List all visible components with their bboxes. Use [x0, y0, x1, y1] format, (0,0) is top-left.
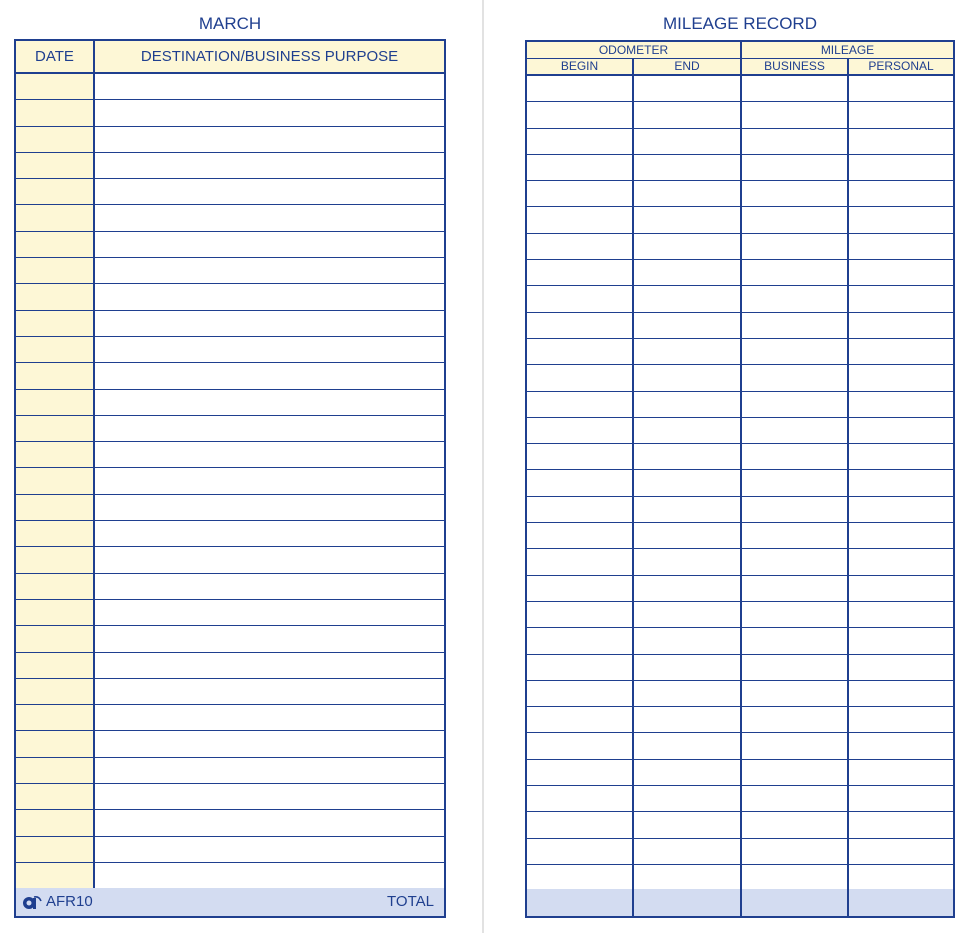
- log-entry-row[interactable]: [16, 337, 444, 363]
- destination-log-footer: [16, 888, 444, 916]
- destination-log-table: [14, 39, 446, 918]
- log-entry-row[interactable]: [16, 100, 444, 126]
- log-entry-row[interactable]: [16, 731, 444, 757]
- mileage-header: MILEAGE: [742, 42, 953, 58]
- log-entry-row[interactable]: [16, 784, 444, 810]
- log-entry-row[interactable]: [16, 284, 444, 310]
- log-entry-row[interactable]: [16, 205, 444, 231]
- log-entry-row[interactable]: [16, 547, 444, 573]
- log-entry-row[interactable]: [16, 468, 444, 494]
- log-entry-row[interactable]: [16, 810, 444, 836]
- log-entry-row[interactable]: [16, 574, 444, 600]
- log-entry-row[interactable]: [16, 232, 444, 258]
- group-column-divider: [740, 42, 742, 916]
- page-divider: [482, 0, 484, 933]
- business-header: BUSINESS: [742, 59, 847, 74]
- odometer-column-divider: [632, 59, 634, 916]
- log-entry-row[interactable]: [16, 127, 444, 153]
- log-entry-row[interactable]: [16, 363, 444, 389]
- log-entry-row[interactable]: [16, 74, 444, 100]
- log-entry-row[interactable]: [16, 653, 444, 679]
- log-entry-row[interactable]: [16, 679, 444, 705]
- date-column-divider: [93, 41, 95, 889]
- at-a-glance-logo-icon: [20, 894, 42, 910]
- begin-header: BEGIN: [527, 59, 632, 74]
- product-code: AFR10: [46, 893, 93, 910]
- log-entry-row[interactable]: [16, 390, 444, 416]
- log-entry-row[interactable]: [16, 179, 444, 205]
- log-entry-row[interactable]: [16, 442, 444, 468]
- month-title: MARCH: [198, 14, 262, 33]
- log-entry-row[interactable]: [16, 600, 444, 626]
- log-entry-row[interactable]: [16, 626, 444, 652]
- log-entry-row[interactable]: [16, 837, 444, 863]
- personal-header: PERSONAL: [849, 59, 953, 74]
- log-entry-row[interactable]: [16, 521, 444, 547]
- mileage-record-table: [525, 40, 955, 918]
- log-entry-row[interactable]: [16, 863, 444, 889]
- log-entry-row[interactable]: [16, 758, 444, 784]
- destination-header: DESTINATION/BUSINESS PURPOSE: [140, 48, 399, 65]
- mileage-record-title: MILEAGE RECORD: [663, 14, 817, 33]
- log-entry-row[interactable]: [16, 153, 444, 179]
- date-header: DATE: [35, 48, 74, 65]
- destination-log-rows: [16, 74, 444, 889]
- mileage-column-divider: [847, 59, 849, 916]
- destination-log-header: [16, 41, 444, 74]
- log-entry-row[interactable]: [16, 258, 444, 284]
- end-header: END: [634, 59, 740, 74]
- log-entry-row[interactable]: [16, 705, 444, 731]
- log-entry-row[interactable]: [16, 311, 444, 337]
- total-label: TOTAL: [387, 893, 434, 910]
- log-entry-row[interactable]: [16, 416, 444, 442]
- log-entry-row[interactable]: [16, 495, 444, 521]
- odometer-header: ODOMETER: [527, 42, 740, 58]
